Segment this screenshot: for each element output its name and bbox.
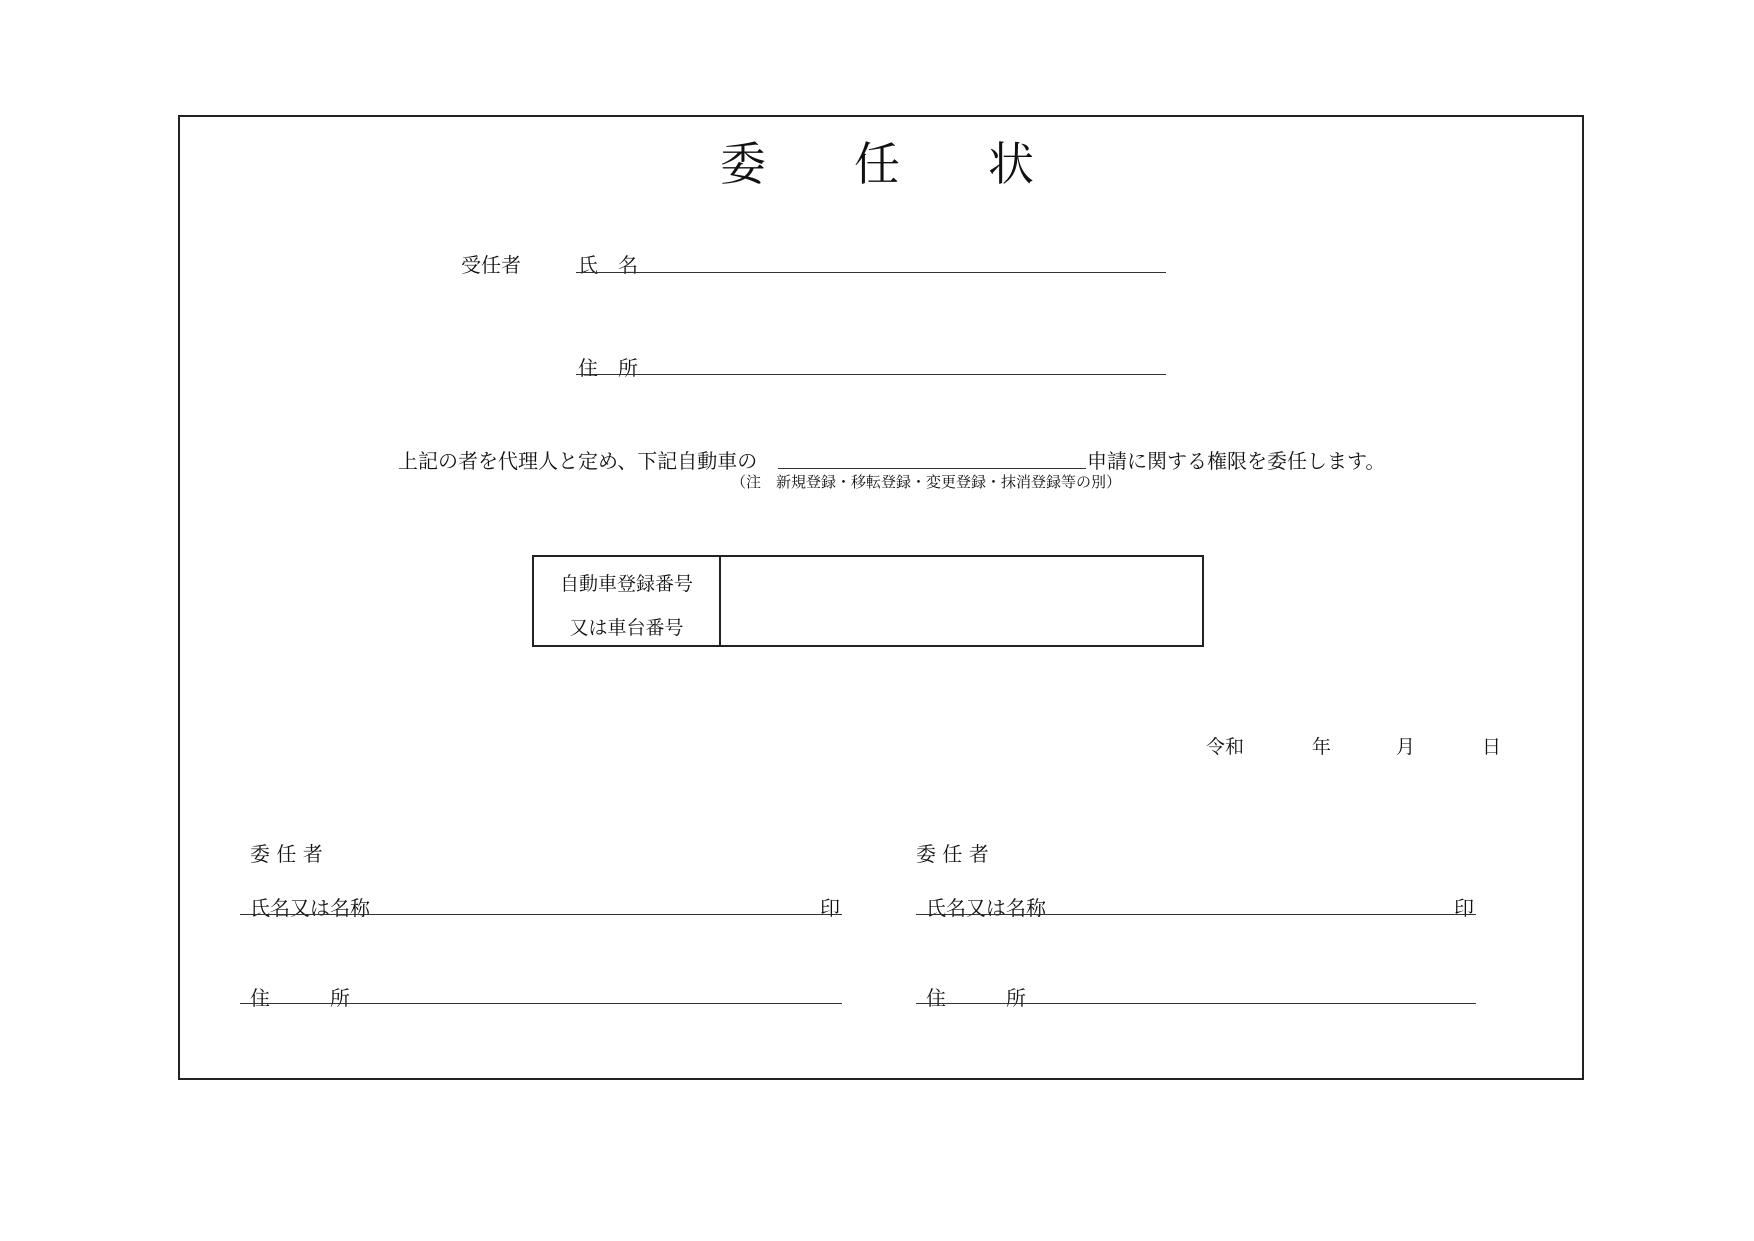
principal-right-name-label: 氏名又は名称 bbox=[926, 896, 1046, 920]
date-year: 年 bbox=[1312, 736, 1332, 758]
date-day: 日 bbox=[1482, 736, 1502, 758]
vehicle-number-field[interactable] bbox=[721, 557, 1202, 645]
agent-name-field[interactable] bbox=[576, 272, 1166, 273]
date-era: 令和 bbox=[1206, 736, 1245, 758]
vehicle-label-line2: 又は車台番号 bbox=[569, 617, 684, 639]
agent-name-label: 氏 名 bbox=[578, 253, 638, 277]
statement-before: 上記の者を代理人と定め、下記自動車の bbox=[398, 449, 758, 473]
principal-left-heading: 委 任 者 bbox=[250, 842, 323, 866]
statement-after: 申請に関する権限を委任します。 bbox=[1087, 449, 1386, 473]
title-char-3: 状 bbox=[988, 137, 1034, 191]
statement-note: （注 新規登録・移転登録・変更登録・抹消登録等の別） bbox=[731, 473, 1122, 491]
agent-address-field[interactable] bbox=[576, 374, 1166, 375]
principal-right-address-field[interactable] bbox=[916, 1003, 1476, 1004]
principal-left-seal: 印 bbox=[820, 896, 840, 920]
principal-right-heading: 委 任 者 bbox=[916, 842, 989, 866]
date-month: 月 bbox=[1396, 736, 1416, 758]
principal-left-address-field[interactable] bbox=[240, 1003, 842, 1004]
agent-heading: 受任者 bbox=[461, 253, 521, 277]
document-title bbox=[0, 128, 1754, 194]
title-char-1: 委 bbox=[720, 137, 766, 191]
principal-right-seal: 印 bbox=[1454, 896, 1474, 920]
agent-address-label: 住 所 bbox=[578, 356, 638, 380]
principal-left-address-label: 住 所 bbox=[250, 986, 350, 1010]
vehicle-label-line1: 自動車登録番号 bbox=[559, 573, 693, 595]
application-type-field[interactable] bbox=[778, 468, 1086, 469]
principal-left-name-label: 氏名又は名称 bbox=[250, 896, 370, 920]
vehicle-number-box bbox=[532, 555, 1204, 647]
title-char-2: 任 bbox=[854, 137, 900, 191]
principal-right-address-label: 住 所 bbox=[926, 986, 1026, 1010]
principal-right-name-field[interactable] bbox=[916, 914, 1476, 915]
principal-left-name-field[interactable] bbox=[240, 914, 842, 915]
